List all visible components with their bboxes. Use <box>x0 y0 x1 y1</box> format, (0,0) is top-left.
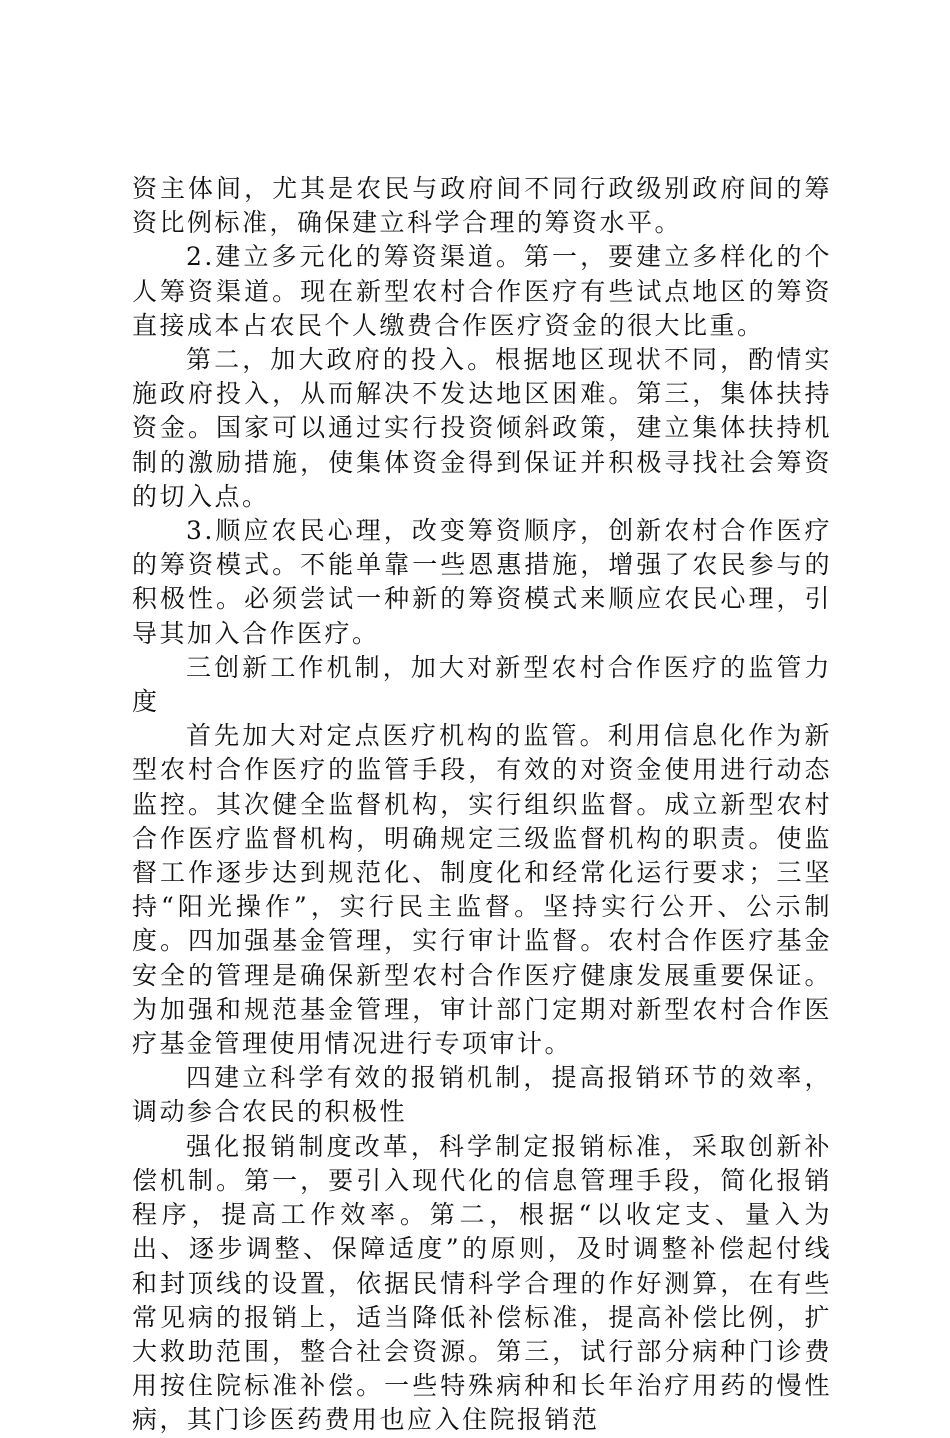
paragraph-2: 2.建立多元化的筹资渠道。第一，要建立多样化的个人筹资渠道。现在新型农村合作医疗有些试点地区的筹资直接成本占农民个人缴费合作医疗资金的很大比重。 <box>132 242 832 340</box>
paragraph-5: 首先加大对定点医疗机构的监管。利用信息化作为新型农村合作医疗的监管手段，有效的对资金使用进行动态监控。其次健全监督机构，实行组织监督。成立新型农村合作医疗监督机构，明确规定三级监督机构的职责。使监督工作逐步达到规范化、制度化和经常化运行要求；三坚持“阳光操作”，实行民主监督。坚持实行公开、公示制度。四加强基金管理，实行审计监督。农村合作医疗基金安全的管理是确保新型农村合作医疗健康发展重要保证。为加强和规范基金管理，审计部门定期对新型农村合作医疗基金管理使用情况进行专项审计。 <box>132 721 832 1059</box>
paragraph-4: 3.顺应农民心理，改变筹资顺序，创新农村合作医疗的筹资模式。不能单靠一些恩惠措施，增强了农民参与的积极性。必须尝试一种新的筹资模式来顺应农民心理，引导其加入合作医疗。 <box>132 516 832 648</box>
section-heading-3: 三创新工作机制，加大对新型农村合作医疗的监管力度 <box>132 652 832 717</box>
body-text <box>132 172 832 1438</box>
paragraph-6: 强化报销制度改革，科学制定报销标准，采取创新补偿机制。第一，要引入现代化的信息管理手段，简化报销程序，提高工作效率。第二，根据“以收定支、量入为出、逐步调整、保障适度”的原则，及时调整补偿起付线和封顶线的设置，依据民情科学合理的作好测算，在有些常见病的报销上，适当降低补偿标准，提高补偿比例，扩大救助范围，整合社会资源。第三，试行部分病种门诊费用按住院标准补偿。一些特殊病种和长年治疗用药的慢性病，其门诊医药费用也应入住院报销范 <box>132 1131 832 1435</box>
section-heading-4: 四建立科学有效的报销机制，提高报销环节的效率，调动参合农民的积极性 <box>132 1063 832 1127</box>
paragraph-1: 资主体间，尤其是农民与政府间不同行政级别政府间的筹资比例标准，确保建立科学合理的筹资水平。 <box>132 174 832 238</box>
paragraph-3: 第二，加大政府的投入。根据地区现状不同，酌情实施政府投入，从而解决不发达地区困难。第三，集体扶持资金。国家可以通过实行投资倾斜政策，建立集体扶持机制的激励措施，使集体资金得到保证并积极寻找社会筹资的切入点。 <box>132 345 832 511</box>
